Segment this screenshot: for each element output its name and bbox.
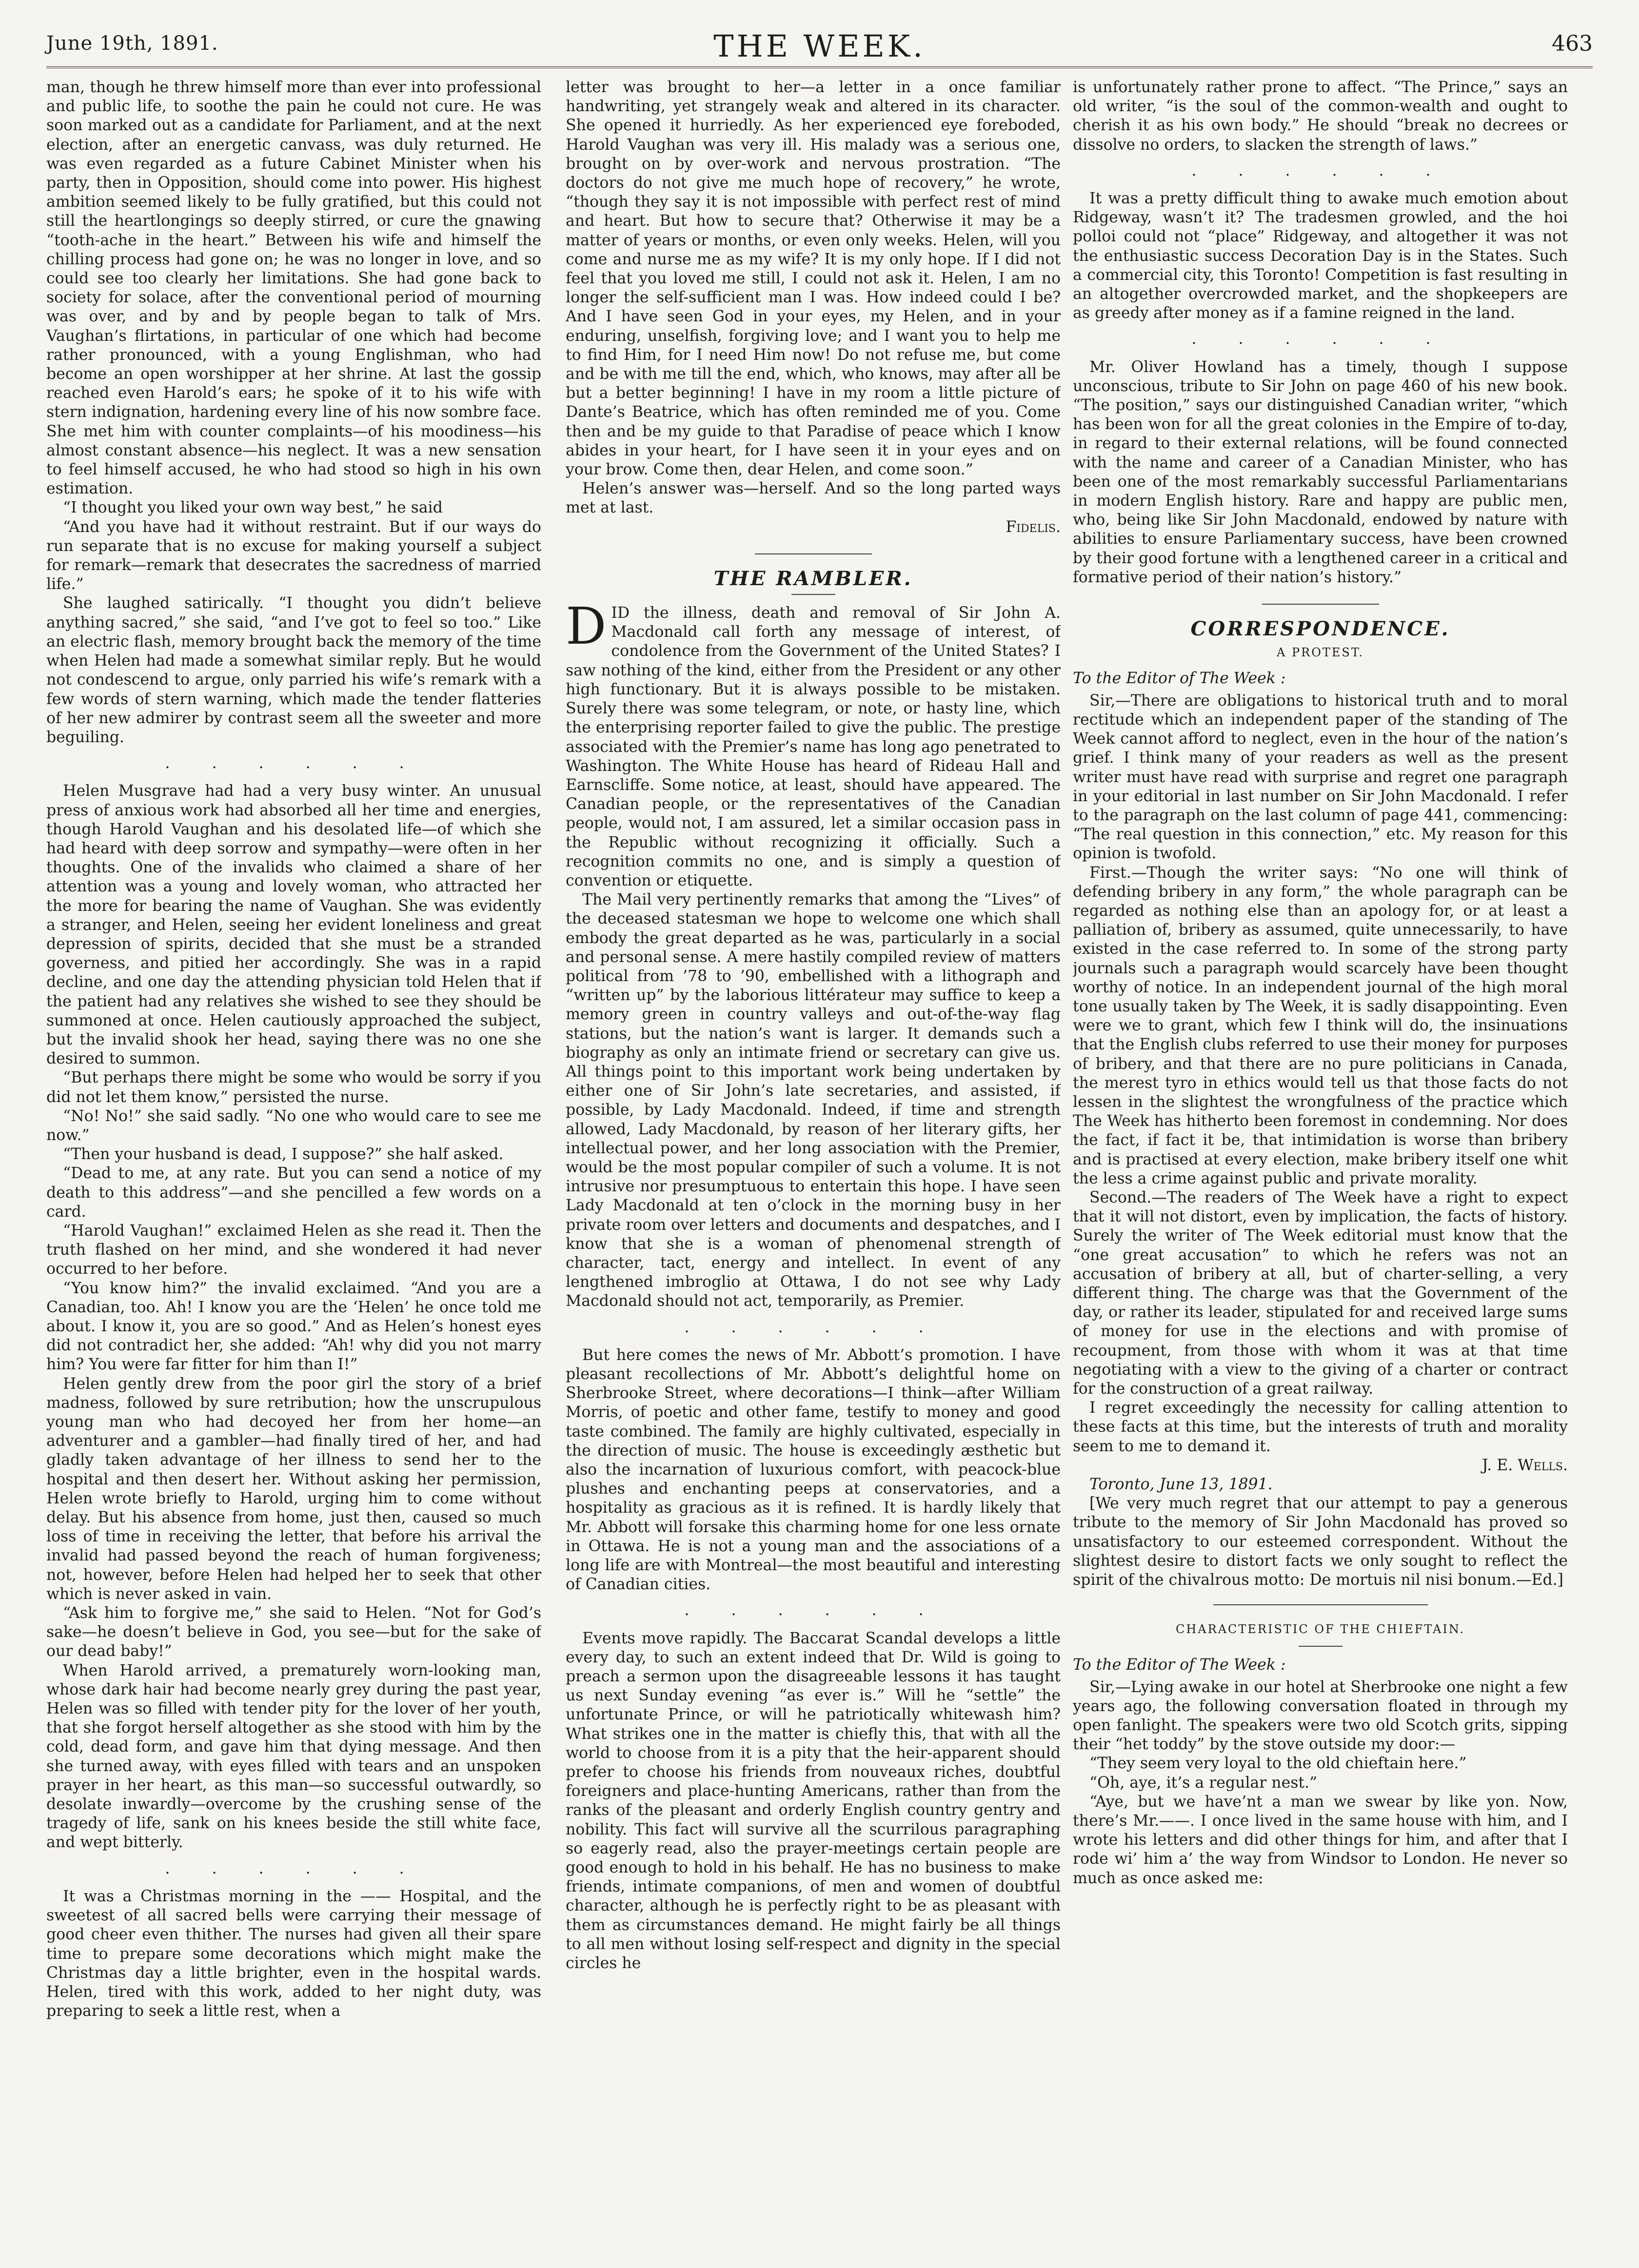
paragraph: “Ask him to forgive me,” she said to Helen. “Not for God’s sake—he doesn’t believe in God, you see—but for the sake of our dead baby!” [46, 1604, 541, 1660]
paragraph: Second.—The readers of The Week have a right to expect that it will not distort, even by implication, the facts of history. Surely the writer of The Week editorial must know that the “one great accusation” to which he refers was not an accusation of bribery at all, but of charter-selling, a very different thing. The charge was that the Government of the day, or rather its leader, stipulated for and received large sums of money for use in the elections and with promise of recoupment, from those with whom it was at that time negotiating with a view to the giving of a charter or contract for the construction of a great railway. [1073, 1188, 1568, 1398]
section-break-dots: . . . . . . [684, 1601, 942, 1619]
column-3 [1073, 78, 1568, 2243]
paragraph: When Harold arrived, a prematurely worn-looking man, whose dark hair had become nearly grey during the past year, Helen was so filled with tender pity for the lover of her youth, that she forgot herself altogether as she stood with him by the cold, dead form, and gave him that dying message. And then she turned away, with eyes filled with tears and an unspoken prayer in her heart, as this man—so successful outwardly, so desolate inwardly—overcome by the crushing sense of the tragedy of life, sank on his knees beside the still white face, and wept bitterly. [46, 1661, 541, 1852]
paragraph: man, though he threw himself more than ever into professional and public life, to soothe the pain he could not cure. He was soon marked out as a candidate for Parliament, and at the next election, after an energetic canvass, was duly returned. He was even regarded as a future Cabinet Minister when his party, then in Opposition, should come into power. His highest ambition seemed likely to be fully gratified, but this could not still the heartlongings so deeply stirred, or cure the gnawing “tooth-ache in the heart.” Between his wife and himself the chilling process had gone on; he was no longer in love, and so could see too clearly her limitations. She had gone back to society for solace, after the conventional period of mourning was over, and by and by people began to talk of Mrs. Vaughan’s flirtations, in particular of one which had become rather pronounced, with a young Englishman, who had become an open worshipper at her shrine. At last the gossip reached even Harold’s ears; he spoke of it to his wife with stern indignation, hardening every line of his now sombre face. She met him with counter complaints—of his moodiness—his almost constant absence—his neglect. It was a new sensation to feel himself accused, he who had stood so high in his own estimation. [46, 79, 541, 498]
letter-heading: A PROTEST. [1277, 646, 1364, 660]
signature: Fidelis. [1006, 518, 1061, 536]
signature: J. E. Wells. [1482, 1456, 1568, 1474]
paragraph: It was a pretty difficult thing to awake much emotion about Ridgeway, wasn’t it? The tradesmen growled, and the hoi polloi could not “place” Ridgeway, and altogether it was not the enthusiastic success Decoration Day is in the States. Such a commercial city, this Toronto! Competition is fast resulting in an altogether overcrowded market, and the shopkeepers are as greedy after money as if a famine reigned in the land. [1073, 190, 1568, 322]
editor-note: [We very much regret that our attempt to pay a generous tribute to the memory of Sir John Macdonald has proved so unsatisfactory to our esteemed correspondent. Without the slightest desire to distort facts we only sought to reflect the spirit of the chivalrous motto: De mortuis nil nisi bonum.—Ed.] [1073, 1495, 1568, 1589]
section-break-dots: . . . . . . [684, 1318, 942, 1336]
paragraph: letter was brought to her—a letter in a once familiar handwriting, yet strangely weak and altered in its character. She opened it hurriedly. As her experienced eye foreboded, Harold Vaughan was very ill. His malady was a serious one, brought on by over-work and nervous prostration. “The doctors do not give me much hope of recovery,” he wrote, “though they say it is not impossible with perfect rest of mind and heart. But how to secure that? Otherwise it may be a matter of years or months, or even only weeks. Helen, will you come and nurse me as my wife? It is my only hope. If I did not feel that you loved me still, I could not ask it. Helen, I am no longer the self-sufficient man I was. How indeed could I be? And I have seen God in your eyes, my Helen, and in your enduring, unselfish, forgiving love; and I want you to help me to find Him, for I need Him now! Do not refuse me, but come and be with me till the end, which, who knows, may after all be but a better beginning! I have in my room a little picture of Dante’s Beatrice, which has often reminded me of you. Come then and be my guide to that Paradise of peace which I know abides in your heart, for I have seen it in your eyes and on your brow. Come then, dear Helen, and come soon.” [566, 79, 1061, 479]
section-break-dots: . . . . . . [1191, 161, 1449, 179]
paragraph: Events move rapidly. The Baccarat Scandal develops a little every day, to such an extent indeed that Dr. Wild is going to preach a sermon upon the disagreeable lessons it has taught us next Sunday evening “as ever is.” Will he “settle” the unfortunate Prince, or will he patriotically whitewash him? What strikes one in the matter is chiefly this, that with all the world to choose from it is a pity that the heir-apparent should prefer to choose his friends from nouveaux riches, doubtful foreigners and place-hunting Americans, rather than from the ranks of the pleasant and orderly English country gentry and nobility. This fact will survive all the scurrilous paragraphing so eagerly read, also the prayer-meetings certain people are good enough to hold in his behalf. He has no business to make friends, intimate companions, of men and women of doubtful character, although he is perfectly right to be as pleasant with them as circumstances demand. He might fairly be all things to all men without losing self-respect and dignity in the special circles he [566, 1629, 1061, 1972]
paragraph: Helen Musgrave had had a very busy winter. An unusual press of anxious work had absorbed all her time and energies, though Harold Vaughan and his desolated life—of which she had heard with deep sorrow and sympathy—were often in her thoughts. One of the invalids who claimed a share of her attention was a young and lovely woman, who attracted her the more for bearing the name of Vaughan. She was evidently a stranger, and Helen, seeing her evident loneliness and great depression of spirits, decided that she must be a stranded governess, and pitied her accordingly. She was in a rapid decline, and one day the attending physician told Helen that if the patient had any relatives she wished to see they should be summoned at once. Helen cautiously approached the subject, but the invalid shook her head, saying there was no one she desired to summon. [46, 782, 541, 1068]
paragraph: “Dead to me, at any rate. But you can send a notice of my death to this address”—and she pencilled a few words on a card. [46, 1164, 541, 1221]
paragraph: DID the illness, death and removal of Sir John A. Macdonald call forth any message of interest, of condolence from the Government of the United States? I saw nothing of the kind, either from the President or any other high functionary. But it is always possible to be mistaken. Surely there was some telegram, or note, or hasty line, which the enterprising reporter failed to give the public. The prestige associated with the Premier’s name has long ago penetrated to Washington. The White House has heard of Rideau Hall and Earnscliffe. Some notice, at least, should have appeared. The Canadian people, or the representatives of the Canadian people, would not, I am assured, let a similar occasion pass in the Republic without recognizing it officially. Such a recognition commits no one, and is simply a question of convention or etiquette. [566, 596, 1061, 889]
paragraph: I regret exceedingly the necessity for calling attention to these facts at this time, but the interests of truth and morality seem to me to demand it. [1073, 1399, 1568, 1455]
section-title-rambler: THE RAMBLER. [713, 567, 913, 590]
section-break-dots: . . . . . . [1191, 330, 1449, 348]
divider [791, 594, 835, 595]
column-1 [46, 78, 541, 2243]
paragraph: “No! No!” she said sadly. “No one who would care to see me now.” [46, 1107, 541, 1144]
section-title-correspondence: CORRESPONDENCE. [1190, 617, 1450, 641]
publication-title: THE WEEK. [713, 28, 926, 64]
paragraph: Helen’s answer was—herself. And so the long parted ways met at last. [566, 480, 1061, 517]
paragraph: But here comes the news of Mr. Abbott’s promotion. I have pleasant recollections of Mr. Abbott’s delightful home on Sherbrooke Street, where decorations—I think—after William Morris, of poetic and other fame, testify to money and good taste combined. The family are highly cultivated, especially in the direction of music. The house is exceedingly æsthetic but also the incarnation of luxurious comfort, with peacock-blue plushes and enchanting peeps at conservatories, and a hospitality as gracious as it is refined. It is hardly likely that Mr. Abbott will forsake this charming home for one less ornate in Ottawa. He is not a young man and the associations of a long life are with Montreal—the most beautiful and interesting of Canadian cities. [566, 1346, 1061, 1594]
paragraph: First.—Though the writer says: “No one will think of defending bribery in any form,” the whole paragraph can be regarded as nothing else than an apology for, or at least a palliation of, bribery as assumed, quite unnecessarily, to have existed in the case referred to. In some of the strong party journals such a paragraph would scarcely have been thought worthy of notice. In an independent journal of the high moral tone usually taken by The Week, it is sadly disappointing. Even were we to grant, which few I think will do, the insinuations that the English clubs referred to use their money for purposes of bribery, and that there are no pure politicians in Canada, the merest tyro in ethics would tell us that those facts do not lessen in the slightest the wrongfulness of the practice which The Week has hitherto been foremost in condemning. Nor does the fact, if fact it be, that intimidation is worse than bribery and is practised at every election, make bribery itself one whit the less a crime against public and private morality. [1073, 864, 1568, 1187]
section-break-dots: . . . . . . [165, 754, 423, 772]
divider [1213, 1604, 1428, 1605]
dateline: Toronto, June 13, 1891. [1089, 1476, 1273, 1494]
paragraph: The Mail very pertinently remarks that among the “Lives” of the deceased statesman we hope to welcome one which shall embody the great departed as he was, particularly in a social and personal sense. A mere hastily compiled review of matters political from ’78 to ’90, embellished with a lithograph and “written up” by the laborious littérateur may suffice to keep a memory green in country valleys and out-of-the-way flag stations, but the nation’s want is larger. It demands such a biography as only an intimate friend or secretary can give us. All things point to this important work being undertaken by either one of Sir John’s late secretaries, and assisted, if possible, by Lady Macdonald. Indeed, if time and strength allowed, Lady Macdonald, by reason of her literary gifts, her intellectual power, and her long association with the Premier, would be the most popular compiler of such a volume. It is not intrusive nor presumptuous to entertain this hope. I have seen Lady Macdonald at ten o’clock in the morning busy in her private room over letters and documents and despatches, and I know that she is a woman of phenomenal strength of character, tact, energy and intellect. In event of any lengthened imbroglio at Ottawa, I do not see why Lady Macdonald should not act, temporarily, as Premier. [566, 891, 1061, 1310]
paragraph: is unfortunately rather prone to affect. “The Prince,” says an old writer, “is the soul of the common-wealth and ought to cherish it as his own body.” He should “break no decrees or dissolve no orders, to slacken the strength of laws.” [1073, 79, 1568, 154]
divider [1299, 1646, 1343, 1647]
paragraph: “Aye, but we have’nt a man we swear by like yon. Now, there’s Mr.——. I once lived in the same house with him, and I wrote his letters and did other things for him, and after that I rode wi’ him a’ the way from Windsor to London. He never so much as once asked me: [1073, 1793, 1568, 1887]
paragraph: Sir,—Lying awake in our hotel at Sherbrooke one night a few years ago, the following conversation floated in through my open fanlight. The speakers were two old Scotch grits, sipping their “het toddy” by the stove outside my door:— [1073, 1678, 1568, 1754]
paragraph: “But perhaps there might be some who would be sorry if you did not let them know,” persisted the nurse. [46, 1069, 541, 1106]
issue-date: June 19th, 1891. [46, 32, 218, 55]
section-break-dots: . . . . . . [165, 1859, 423, 1877]
page-number: 463 [1552, 31, 1593, 56]
paragraph: Sir,—There are obligations to historical truth and to moral rectitude which an independent paper of the standing of The Week cannot afford to neglect, even in the hour of the nation’s grief. I think many of your readers as well as the present writer must have read with surprise and regret one paragraph in your editorial in last number on Sir John Macdonald. I refer to the paragraph on the last column of page 441, commencing: “The real question in this connection,” etc. My reason for this opinion is twofold. [1073, 691, 1568, 863]
drop-cap: D [566, 596, 607, 656]
paragraph: “Oh, aye, it’s a regular nest.” [1089, 1774, 1318, 1792]
paragraph: “Then your husband is dead, I suppose?” she half asked. [63, 1145, 504, 1164]
paragraph: “You know him?” the invalid exclaimed. “And you are a Canadian, too. Ah! I know you are the ‘Helen’ he once told me about. I know it, you are so good.” And as Helen’s honest eyes did not contradict her, she added: “Ah! why did you not marry him? You were far fitter for him than I!” [46, 1279, 541, 1374]
paragraph: “And you have had it without restraint. But if our ways do run separate that is no excuse for making yourself a subject for remark—remark that desecrates the sacredness of married life.” [46, 518, 541, 593]
paragraph: Helen gently drew from the poor girl the story of a brief madness, followed by sure retribution; how the unscrupulous young man who had decoyed her from her home—an adventurer and a gambler—had finally tired of her, and had gladly taken advantage of her illness to send her to the hospital and then desert her. Without asking her permission, Helen wrote briefly to Harold, urging him to come without delay. But his absence from home, just then, caused so much loss of time in receiving the letter, that before his arrival the invalid had passed beyond the reach of human forgiveness; not, however, before Helen had helped her to seek that other which is never asked in vain. [46, 1375, 541, 1603]
divider [1262, 604, 1379, 605]
paragraph: “I thought you liked your own way best,” he said [63, 499, 443, 517]
paragraph: “Harold Vaughan!” exclaimed Helen as she read it. Then the truth flashed on her mind, and she wondered it had never occurred to her before. [46, 1222, 541, 1278]
letter-address: To the Editor of The Week : [1073, 670, 1286, 688]
paragraph: Mr. Oliver Howland has a timely, though I suppose unconscious, tribute to Sir John on page 460 of his new book. “The position,” says our distinguished Canadian writer, “which has been won for all the great colonies in the Empire of to-day, in regard to their external relations, will be found connected with the name and career of a Canadian Minister, who has been one of the most remarkably successful Parliamentarians in modern English history. Rare and happy are public men, who, being like Sir John Macdonald, endowed by nature with abilities to ensure Parliamentary success, have been crowned by their good fortune with a lengthened career in a critical and formative period of their nation’s history.” [1073, 358, 1568, 586]
paragraph: “They seem very loyal to the old chieftain here.” [1089, 1755, 1467, 1773]
column-2 [566, 78, 1061, 2243]
paragraph: It was a Christmas morning in the —— Hospital, and the sweetest of all sacred bells were carrying their message of good cheer even thither. The nurses had given all their spare time to prepare some decorations which might make the Christmas day a little brighter, even in the hospital wards. Helen, tired with this work, added to her night duty, was preparing to seek a little rest, when a [46, 1887, 541, 2020]
masthead [46, 28, 1593, 68]
letter-heading: CHARACTERISTIC OF THE CHIEFTAIN. [1176, 1622, 1465, 1637]
paragraph: She laughed satirically. “I thought you didn’t believe anything sacred,” she said, “and I’ve got to feel so too.” Like an electric flash, memory brought back the memory of the time when Helen had made a somewhat similar reply. But he would not condescend to argue, only parried his wife’s remark with a few words of stern warning, which made the tender flatteries of her new admirer by contrast seem all the sweeter and more beguiling. [46, 594, 541, 746]
letter-address: To the Editor of The Week : [1073, 1656, 1286, 1674]
divider [755, 553, 872, 554]
